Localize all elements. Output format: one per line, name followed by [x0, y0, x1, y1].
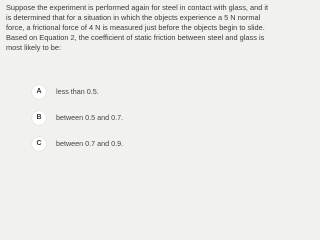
- answer-option-a[interactable]: [32, 85, 302, 111]
- option-text: less than 0.5.: [56, 87, 99, 96]
- option-text: between 0.5 and 0.7.: [56, 113, 124, 122]
- question-line: Suppose the experiment is performed again for steel in contact with glass, and it: [6, 3, 269, 12]
- question-line: Based on Equation 2, the coefficient of static friction between steel and glass is: [6, 33, 265, 42]
- question-text: [6, 3, 312, 53]
- answer-option-c[interactable]: [32, 137, 302, 163]
- answer-options: [32, 85, 302, 163]
- option-letter-badge: B: [32, 111, 46, 125]
- option-letter-badge: C: [32, 137, 46, 151]
- question-line: most likely to be:: [6, 43, 62, 52]
- option-letter-badge: A: [32, 85, 46, 99]
- question-line: is determined that for a situation in which the objects experience a 5 N normal: [6, 13, 261, 22]
- question-line: force, a frictional force of 4 N is measured just before the objects begin to slide.: [6, 23, 265, 32]
- answer-option-b[interactable]: [32, 111, 302, 137]
- option-text: between 0.7 and 0.9.: [56, 139, 124, 148]
